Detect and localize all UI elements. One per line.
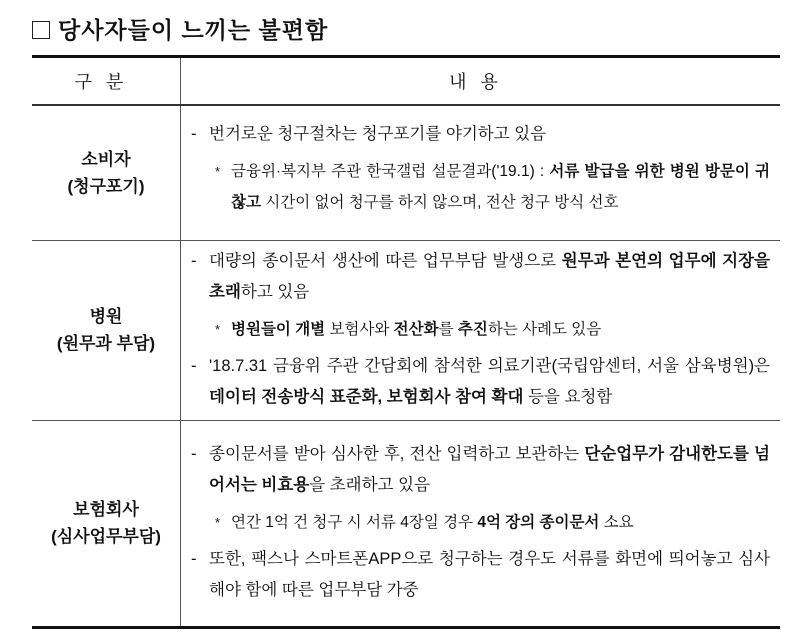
text-segment: 연간 1억 건 청구 시 서류 4장일 경우 bbox=[231, 513, 478, 531]
text-segment: 종이문서를 받아 심사한 후, 전산 입력하고 보관하는 bbox=[209, 444, 585, 463]
row-label bbox=[32, 240, 181, 420]
section-title-text: 당사자들이 느끼는 불편함 bbox=[58, 17, 329, 43]
row-content bbox=[181, 240, 781, 420]
header-category: 구분 bbox=[32, 57, 181, 106]
row-content bbox=[181, 105, 781, 240]
emphasis-text: 전산화 bbox=[393, 320, 439, 338]
row-label-sub: (청구포기) bbox=[67, 176, 145, 196]
bullet-item bbox=[189, 439, 770, 501]
row-label-main: 소비자 bbox=[81, 149, 131, 169]
emphasis-text: 단순업무가 감내한도를 넘어서는 비효용 bbox=[209, 444, 770, 494]
emphasis-text: 4억 장의 종이문서 bbox=[477, 513, 600, 531]
table-row bbox=[32, 420, 780, 627]
bullet-item bbox=[189, 351, 770, 413]
text-segment: 하는 사례도 있음 bbox=[487, 320, 602, 338]
text-segment: 하고 있음 bbox=[240, 282, 310, 301]
text-segment: 시간이 없어 청구를 하지 않으며, 전산 청구 방식 선호 bbox=[260, 194, 619, 212]
text-segment: 또한, 팩스나 스마트폰APP으로 청구하는 경우도 서류를 화면에 띄어놓고 심사해야 함에 따른 업무부담 가중 bbox=[209, 549, 770, 599]
text-segment: 번거로운 청구절차는 청구포기를 야기하고 있음 bbox=[209, 125, 547, 144]
row-label-main: 병원 bbox=[89, 307, 123, 326]
row-label-main: 보험회사 bbox=[73, 500, 139, 519]
table-row bbox=[32, 240, 780, 420]
text-segment: 를 bbox=[438, 320, 458, 338]
row-label bbox=[32, 420, 181, 627]
bullet-item bbox=[189, 544, 770, 606]
text-segment: 대량의 종이문서 생산에 따른 업무부담 발생으로 bbox=[209, 251, 562, 270]
emphasis-text: 데이터 전송방식 표준화, 보험회사 참여 확대 bbox=[209, 387, 524, 406]
row-content bbox=[181, 420, 781, 627]
table-row bbox=[32, 105, 780, 240]
table-header-row bbox=[32, 57, 780, 106]
row-label bbox=[32, 105, 181, 240]
text-segment: 금융위·복지부 주관 한국갤럽 설문결과('19.1) : bbox=[231, 163, 550, 181]
section-title bbox=[32, 12, 328, 45]
emphasis-text: 추진 bbox=[457, 320, 488, 338]
text-segment: '18.7.31 금융위 주관 간담회에 참석한 의료기관(국립암센터, 서울 삼육병원)은 bbox=[209, 356, 770, 375]
note-item bbox=[189, 314, 770, 345]
note-item bbox=[189, 156, 770, 218]
row-label-sub: (원무과 부담) bbox=[56, 334, 156, 353]
bullet-item bbox=[189, 119, 770, 150]
inconvenience-table bbox=[32, 55, 780, 629]
header-content: 내용 bbox=[181, 57, 781, 106]
text-segment: 등을 요청함 bbox=[523, 387, 613, 406]
bullet-item bbox=[189, 246, 770, 308]
emphasis-text: 원무과 본연의 업무에 지장을 초래 bbox=[209, 251, 770, 301]
text-segment: 을 초래하고 있음 bbox=[309, 475, 430, 494]
text-segment: 소요 bbox=[599, 513, 634, 531]
text-segment: 보험사와 bbox=[329, 320, 394, 338]
checkbox-square-icon bbox=[32, 21, 50, 39]
note-item bbox=[189, 507, 770, 538]
emphasis-text: 병원들이 개별 bbox=[231, 320, 330, 338]
emphasis-text: 서류 발급을 위한 병원 방문이 귀찮고 bbox=[231, 163, 770, 212]
row-label-sub: (심사업무부담) bbox=[51, 527, 161, 546]
